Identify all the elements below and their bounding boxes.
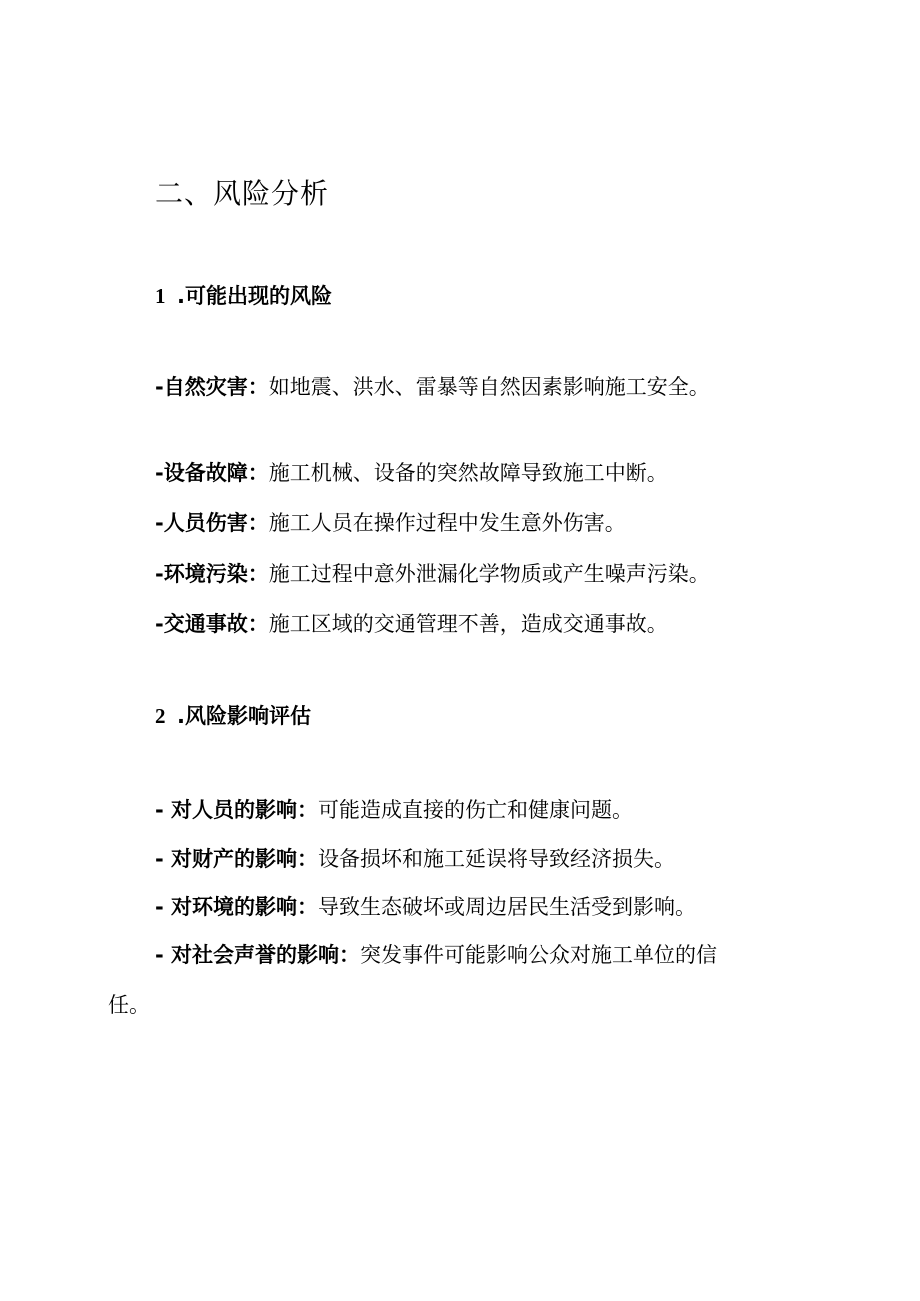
item-content: 如地震、洪水、雷暴等自然因素影响施工安全。: [268, 375, 710, 399]
item-content: 施工人员在操作过程中发生意外伤害。: [268, 511, 626, 535]
risk-item-equipment-failure: [155, 458, 795, 488]
impact-item-continuation: 任。: [108, 993, 150, 1017]
item-label: - 对社会声誉的影响：: [155, 943, 361, 967]
item-content: 施工区域的交通管理不善，造成交通事故。: [268, 612, 668, 636]
section-title: 二、风险分析: [155, 177, 330, 210]
risk-item-natural-disaster: [155, 372, 795, 402]
item-content: 导致生态破坏或周边居民生活受到影响。: [318, 895, 697, 919]
subheading-number: 2: [155, 704, 166, 728]
item-content: 施工过程中意外泄漏化学物质或产生噪声污染。: [268, 562, 710, 586]
item-label: -设备故障：: [155, 461, 269, 485]
subheading-number: 1: [155, 284, 166, 308]
item-label: -人员伤害：: [155, 511, 269, 535]
item-label: - 对人员的影响：: [155, 798, 319, 822]
item-content: 突发事件可能影响公众对施工单位的信: [360, 943, 718, 967]
item-content: 施工机械、设备的突然故障导致施工中断。: [268, 461, 668, 485]
risk-item-environmental-pollution: [155, 559, 795, 589]
impact-item-property: [155, 844, 795, 874]
subheading-text: .风险影响评估: [177, 704, 311, 728]
item-label: - 对环境的影响：: [155, 895, 319, 919]
item-label: - 对财产的影响：: [155, 847, 319, 871]
item-content: 设备损坏和施工延误将导致经济损失。: [318, 847, 676, 871]
risk-item-traffic-accident: [155, 609, 795, 639]
item-label: -环境污染：: [155, 562, 269, 586]
item-label: -自然灾害：: [155, 375, 269, 399]
item-content: 可能造成直接的伤亡和健康问题。: [318, 798, 634, 822]
risk-item-personnel-injury: [155, 508, 795, 538]
impact-item-environment: [155, 892, 795, 922]
impact-item-social-reputation: [155, 940, 795, 970]
item-label: -交通事故：: [155, 612, 269, 636]
impact-item-personnel: [155, 795, 795, 825]
subheading-text: .可能出现的风险: [177, 284, 332, 308]
subheading-possible-risks: [155, 281, 332, 311]
subheading-impact-assessment: [155, 701, 311, 731]
